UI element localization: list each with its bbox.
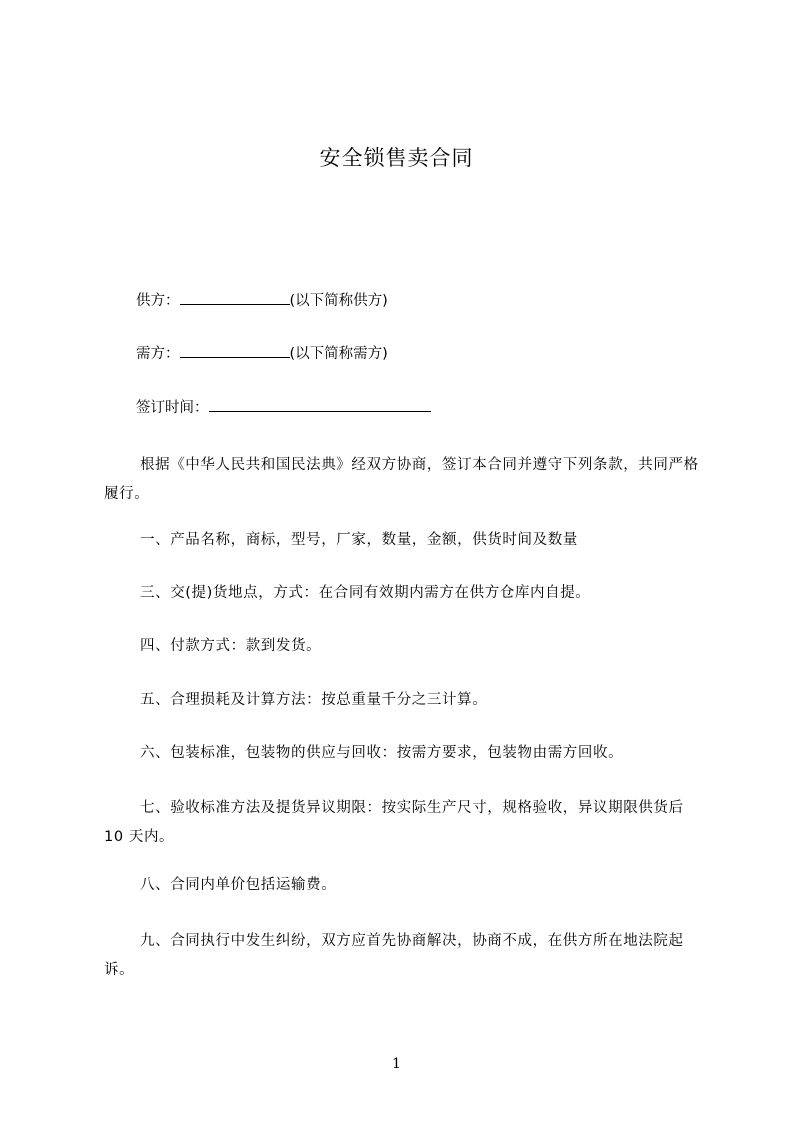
document-title: 安全锁售卖合同: [319, 146, 474, 170]
sign-time-line: [136, 397, 431, 418]
sign-time-blank: [209, 397, 431, 412]
page-number: 1: [392, 1056, 401, 1072]
buyer-blank: [180, 343, 290, 358]
supplier-line: [136, 290, 388, 311]
buyer-suffix: (以下简称需方): [289, 346, 388, 362]
supplier-suffix: (以下简称供方): [289, 293, 388, 309]
clause-6: 六、包装标准，包装物的供应与回收：按需方要求，包装物由需方回收。: [140, 745, 624, 761]
clause-8: 八、合同内单价包括运输费。: [140, 877, 337, 893]
clause-7: 七、验收标准方法及提货异议期限：按实际生产尺寸，规格验收，异议期限供货后 10 天内。: [104, 800, 684, 845]
supplier-blank: [180, 290, 290, 305]
buyer-line: [136, 343, 388, 364]
clause-3: 三、交(提)货地点，方式：在合同有效期内需方在供方仓库内自提。: [140, 585, 591, 601]
clause-5: 五、合理损耗及计算方法：按总重量千分之三计算。: [140, 692, 488, 708]
sign-time-label: 签订时间：: [136, 400, 209, 416]
buyer-label: 需方：: [136, 346, 180, 362]
clause-1: 一、产品名称，商标，型号，厂家，数量，金额，供货时间及数量: [140, 532, 578, 548]
supplier-label: 供方：: [136, 293, 180, 309]
clause-9: 九、合同执行中发生纠纷，双方应首先协商解决，协商不成，在供方所在地法院起诉。: [104, 933, 684, 978]
clause-4: 四、付款方式：款到发货。: [140, 638, 322, 654]
intro-paragraph: 根据《中华人民共和国民法典》经双方协商，签订本合同并遵守下列条款，共同严格履行。: [104, 457, 699, 502]
